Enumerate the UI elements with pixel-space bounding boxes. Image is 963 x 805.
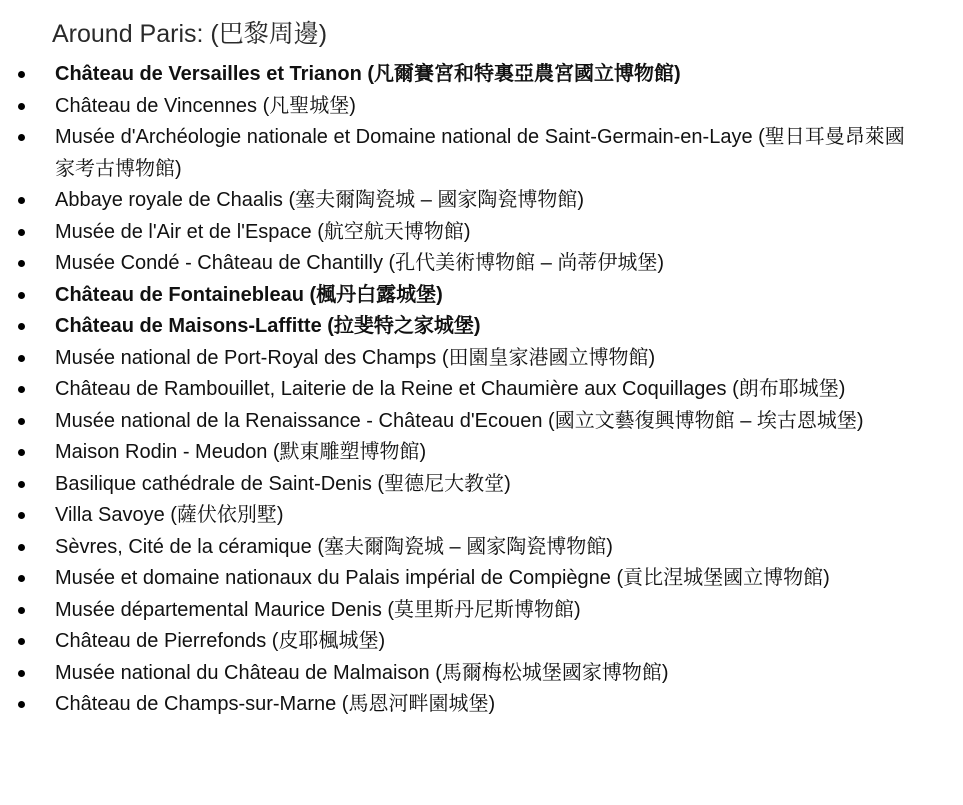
- list-item-text: Musée Condé - Château de Chantilly (孔代美術博物館 – 尚蒂伊城堡): [55, 252, 665, 274]
- list-item-text: Château de Fontainebleau (楓丹白露城堡): [55, 283, 443, 306]
- list-item-text: Abbaye royale de Chaalis (塞夫爾陶瓷城 – 國家陶瓷博物館): [55, 189, 585, 211]
- list-item: [0, 658, 905, 690]
- list-item: [0, 248, 905, 280]
- bullet-icon: [18, 449, 25, 456]
- list-item: [0, 91, 905, 123]
- list-item: [0, 563, 905, 595]
- section-heading: Around Paris: (巴黎周邊): [52, 20, 328, 48]
- list-item: [0, 343, 905, 375]
- bullet-icon: [18, 134, 25, 141]
- list-item-text: Musée d'Archéologie nationale et Domaine national de Saint-Germain-en-Laye (聖日耳曼昂萊國家考古博物館): [55, 126, 905, 180]
- list-item: [0, 280, 905, 312]
- list-item-text: Musée et domaine nationaux du Palais impérial de Compiègne (貢比涅城堡國立博物館): [55, 567, 830, 589]
- list-item-text: Musée national de Port-Royal des Champs (田園皇家港國立博物館): [55, 346, 656, 369]
- bullet-icon: [18, 701, 25, 708]
- list-item-text: Maison Rodin - Meudon (默東雕塑博物館): [55, 441, 427, 463]
- list-item-text: Château de Rambouillet, Laiterie de la Reine et Chaumière aux Coquillages (朗布耶城堡): [55, 378, 846, 400]
- list-item: [0, 532, 905, 564]
- bullet-icon: [18, 292, 25, 299]
- bullet-icon: [18, 418, 25, 425]
- list-item: [0, 185, 905, 217]
- list-item: [0, 406, 905, 438]
- bullet-icon: [18, 386, 25, 393]
- list-item-text: Musée national de la Renaissance - Château d'Ecouen (國立文藝復興博物館 – 埃古恩城堡): [55, 409, 864, 432]
- bullet-icon: [18, 575, 25, 582]
- list-item-text: Musée départemental Maurice Denis (莫里斯丹尼斯博物館): [55, 598, 581, 621]
- list-item-text: Château de Maisons-Laffitte (拉斐特之家城堡): [55, 315, 481, 337]
- bullet-icon: [18, 512, 25, 519]
- bullet-icon: [18, 355, 25, 362]
- list-item: [0, 500, 905, 532]
- list-item-text: Musée national du Château de Malmaison (馬爾梅松城堡國家博物館): [55, 661, 669, 684]
- list-item: [0, 311, 905, 343]
- list-item-text: Château de Versailles et Trianon (凡爾賽宮和特裏亞農宮國立博物館): [55, 63, 681, 85]
- list-item-text: Château de Vincennes (凡聖城堡): [55, 94, 356, 117]
- bullet-icon: [18, 103, 25, 110]
- bullet-icon: [18, 638, 25, 645]
- list-item-text: Musée de l'Air et de l'Espace (航空航天博物館): [55, 220, 471, 243]
- list-item-text: Villa Savoye (薩伏依別墅): [55, 504, 284, 526]
- list-item-text: Basilique cathédrale de Saint-Denis (聖德尼大教堂): [55, 472, 511, 495]
- list-item: [0, 437, 905, 469]
- list-item: [0, 689, 905, 721]
- list-item-text: Château de Pierrefonds (皮耶楓城堡): [55, 630, 386, 652]
- bullet-icon: [18, 323, 25, 330]
- museum-list: [0, 59, 905, 721]
- bullet-icon: [18, 229, 25, 236]
- list-item: [0, 374, 905, 406]
- list-item: [0, 122, 905, 185]
- bullet-icon: [18, 544, 25, 551]
- bullet-icon: [18, 607, 25, 614]
- list-item-text: Château de Champs-sur-Marne (馬恩河畔園城堡): [55, 693, 496, 715]
- bullet-icon: [18, 197, 25, 204]
- list-item: [0, 626, 905, 658]
- bullet-icon: [18, 670, 25, 677]
- bullet-icon: [18, 481, 25, 488]
- list-item: [0, 469, 905, 501]
- list-item: [0, 59, 905, 91]
- list-item-text: Sèvres, Cité de la céramique (塞夫爾陶瓷城 – 國家陶瓷博物館): [55, 535, 613, 558]
- list-item: [0, 595, 905, 627]
- bullet-icon: [18, 260, 25, 267]
- list-item: [0, 217, 905, 249]
- bullet-icon: [18, 71, 25, 78]
